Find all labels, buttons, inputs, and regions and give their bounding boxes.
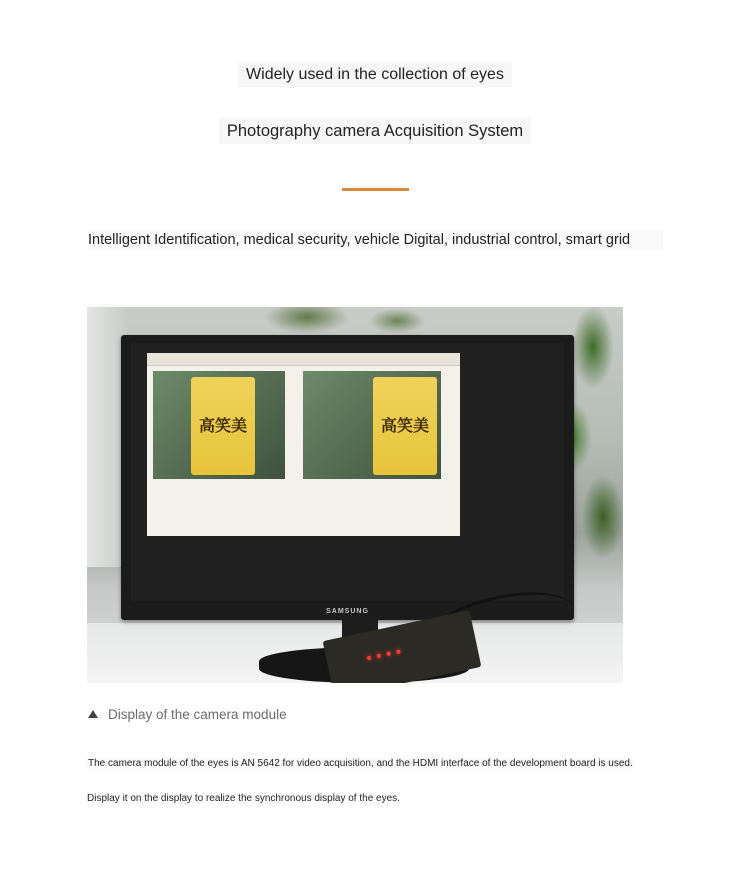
accent-divider xyxy=(342,188,409,191)
monitor-brand: SAMSUNG xyxy=(326,608,369,615)
photo-caption xyxy=(88,707,287,722)
board-led xyxy=(386,651,391,656)
snack-pack-left: 高笑美 xyxy=(191,377,255,475)
photo-caption-text: Display of the camera module xyxy=(108,707,287,722)
monitor-screen xyxy=(131,343,564,601)
camera-view-right xyxy=(303,371,441,479)
app-window-bar xyxy=(147,353,460,366)
headline-secondary xyxy=(0,122,750,141)
headline-primary xyxy=(0,66,750,84)
snack-pack-right: 高笑美 xyxy=(373,377,437,475)
triangle-up-icon xyxy=(88,710,98,718)
product-photo xyxy=(87,307,623,683)
monitor xyxy=(121,335,574,620)
board-led xyxy=(396,649,401,654)
headline-secondary-text: Photography camera Acquisition System xyxy=(219,118,531,144)
headline-primary-text: Widely used in the collection of eyes xyxy=(238,62,512,87)
board-led xyxy=(367,656,372,661)
camera-view-left xyxy=(153,371,285,479)
intro-text: Intelligent Identification, medical security, vehicle Digital, industrial control, smart grid xyxy=(88,230,663,250)
app-window xyxy=(147,353,460,536)
body-paragraph-2: Display it on the display to realize the synchronous display of the eyes. xyxy=(87,793,400,804)
body-paragraph-1: The camera module of the eyes is AN 5642 for video acquisition, and the HDMI interface of the development board is used. xyxy=(88,758,633,769)
board-led xyxy=(377,653,382,658)
